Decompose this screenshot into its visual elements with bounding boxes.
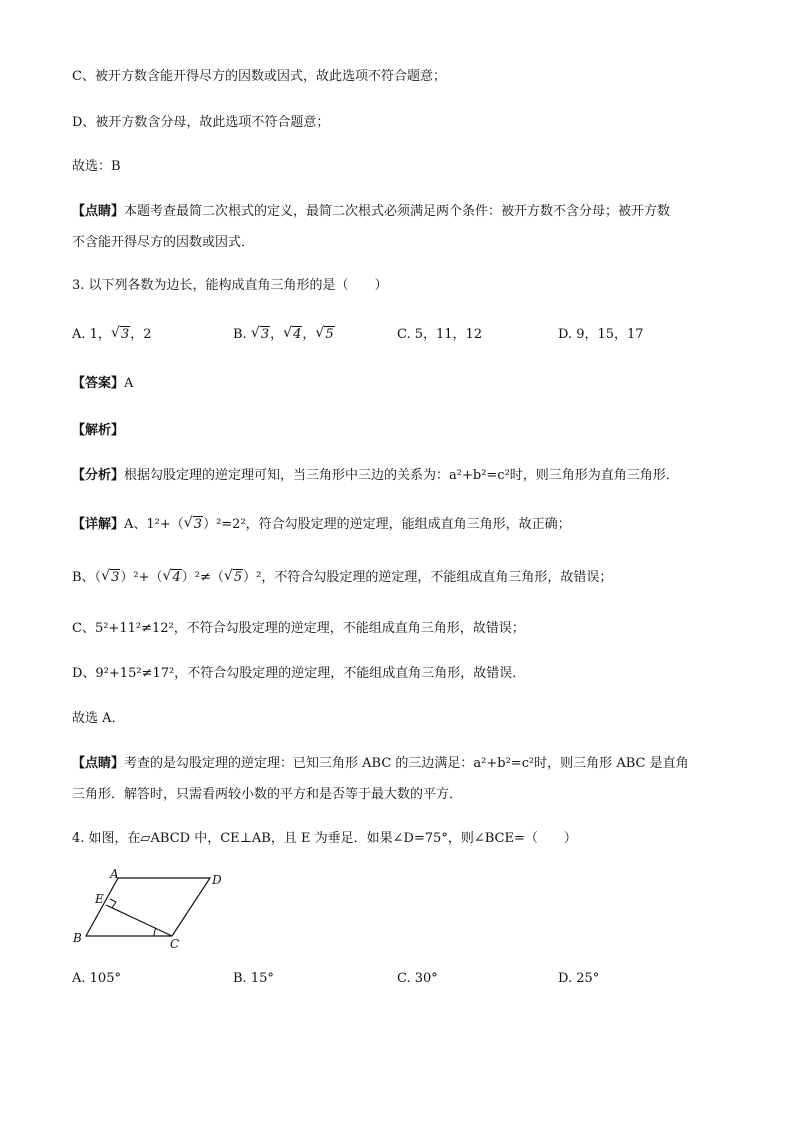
detail-b-pre: B、（ [72, 570, 102, 585]
radicand: 4 [172, 570, 181, 585]
previous-comment-line-2: 不含能开得尽方的因数或因式． [72, 235, 255, 250]
q3-option-a [72, 325, 152, 345]
sqrt-3 [111, 325, 130, 345]
radical-sign: √ [110, 325, 120, 341]
separator: ， [302, 327, 316, 342]
detail-a-post: ）²=2²，符合勾股定理的逆定理，能组成直角三角形，故正确； [203, 517, 571, 532]
fenxi-tag: 【分析】 [72, 468, 125, 483]
sqrt-3 [101, 568, 120, 588]
comment-text: 考查的是勾股定理的逆定理：已知三角形 ABC 的三边满足：a²+b²=c²时，则三角形 ABC 是直角 [124, 756, 689, 771]
radicand: 4 [293, 327, 302, 342]
previous-answer: 故选：B [72, 159, 121, 174]
q3-option-a-pre: A. 1， [72, 327, 111, 342]
detail-c-line: C、5²+11²≠12²，不符合勾股定理的逆定理，不能组成直角三角形，故错误； [72, 621, 525, 636]
radical-sign: √ [283, 325, 293, 341]
previous-comment-line-1 [72, 202, 670, 222]
comment-tag: 【点睛】 [72, 756, 125, 771]
separator: ， [270, 327, 284, 342]
radicand: 5 [325, 327, 334, 342]
q4-option-c: C. 30° [397, 971, 438, 986]
c-option-explanation: C、被开方数含能开得尽方的因数或因式，故此选项不符合题意； [72, 69, 446, 84]
answer-tag: 【答案】 [72, 376, 125, 391]
radicand: 3 [120, 327, 130, 342]
detail-d-line: D、9²+15²≠17²，不符合勾股定理的逆定理，不能组成直角三角形，故错误． [72, 666, 526, 681]
q4-option-d: D. 25° [558, 971, 600, 986]
fenxi-line [72, 466, 679, 486]
detail-a-line [72, 515, 571, 535]
q3-option-d: D. 9，15，17 [558, 327, 644, 342]
radical-sign: √ [223, 568, 233, 584]
q3-option-c: C. 5，11，12 [397, 327, 483, 342]
detail-b-mid: ）²≠（ [181, 570, 224, 585]
segment-ce [106, 905, 172, 936]
radicand: 3 [260, 327, 270, 342]
q3-option-b [233, 325, 335, 345]
q4-option-b: B. 15° [233, 971, 274, 986]
question-3-title: 3. 以下列各数为边长，能构成直角三角形的是（ ） [72, 278, 388, 293]
label-b: B [73, 931, 82, 945]
parallelogram-abcd [86, 878, 210, 936]
radical-sign: √ [315, 325, 325, 341]
comment-text: 本题考查最简二次根式的定义，最简二次根式必须满足两个条件：被开方数不含分母；被开方数 [124, 204, 671, 219]
answer-value: A [124, 376, 134, 391]
angle-bce-arc [154, 928, 156, 936]
parallelogram-figure [66, 866, 236, 952]
detail-b-post: ）²，不符合勾股定理的逆定理，不能组成直角三角形，故错误； [243, 570, 613, 585]
comment-line-1 [72, 754, 689, 774]
radical-sign: √ [250, 325, 260, 341]
sqrt-4 [283, 325, 302, 345]
sqrt-5 [315, 325, 334, 345]
detail-a-pre: A、1²+（ [124, 517, 184, 532]
detail-b-line [72, 568, 612, 588]
q3-option-b-pre: B. [233, 327, 251, 342]
answer-line [72, 374, 133, 394]
q3-option-a-post: ，2 [130, 327, 152, 342]
radicand: 5 [233, 570, 243, 585]
detail-b-mid: ）²+（ [120, 570, 163, 585]
comment-tag: 【点睛】 [72, 204, 125, 219]
label-c: C [170, 937, 180, 951]
radical-sign: √ [162, 568, 172, 584]
label-d: D [212, 873, 222, 887]
sqrt-3 [251, 325, 270, 345]
xiangjie-tag: 【详解】 [72, 517, 125, 532]
sqrt-3 [184, 515, 203, 535]
label-a: A [110, 867, 119, 881]
analysis-tag: 【解析】 [72, 423, 125, 438]
radical-sign: √ [183, 515, 193, 531]
d-option-explanation: D、被开方数含分母，故此选项不符合题意； [72, 115, 330, 130]
label-e: E [95, 892, 104, 906]
question-4-title: 4. 如图，在▱ABCD 中，CE⊥AB，且 E 为垂足．如果∠D=75°，则∠BCE=（ ） [72, 831, 577, 846]
radicand: 3 [111, 570, 120, 585]
sqrt-4 [162, 568, 181, 588]
fenxi-text: 根据勾股定理的逆定理可知，当三角形中三边的关系为：a²+b²=c²时，则三角形为直角三角形． [124, 468, 679, 483]
radical-sign: √ [101, 568, 110, 584]
radicand: 3 [193, 517, 203, 532]
comment-line-2: 三角形．解答时，只需看两较小数的平方和是否等于最大数的平方． [72, 787, 463, 802]
q4-option-a: A. 105° [72, 971, 121, 986]
sqrt-5 [224, 568, 243, 588]
final-answer: 故选 A． [72, 711, 125, 726]
